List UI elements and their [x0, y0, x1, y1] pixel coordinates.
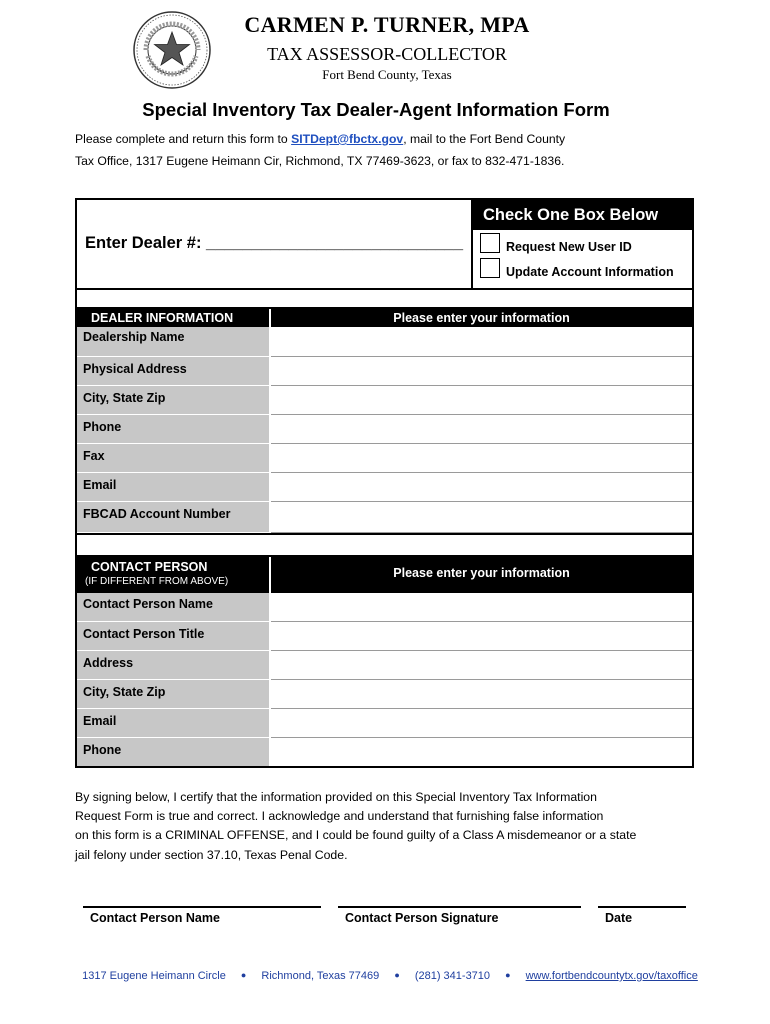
contact-person-title: CONTACT PERSON: [91, 560, 208, 574]
certification-line: jail felony under section 37.10, Texas Penal Code.: [75, 847, 348, 862]
form-box: [75, 198, 694, 768]
certification-line: By signing below, I certify that the information provided on this Special Inventory Tax Information: [75, 790, 597, 804]
checkbox-new-user[interactable]: [480, 233, 500, 253]
city-state-zip-field[interactable]: [271, 386, 692, 415]
certification-line: on this form is a CRIMINAL OFFENSE, and I could be found guilty of a Class A misdemeanor or a state: [75, 828, 637, 843]
fbcad-account-field[interactable]: [271, 502, 692, 533]
row-label-address: Address: [77, 651, 269, 680]
contact-name-label: Contact Person Name: [90, 911, 220, 925]
contact-name-signature-line[interactable]: [83, 906, 321, 908]
row-label-city-state-zip: City, State Zip: [77, 386, 269, 415]
physical-address-field[interactable]: [271, 357, 692, 386]
row-label-phone: Phone: [77, 415, 269, 444]
contact-person-header: [77, 557, 269, 593]
footer-address: 1317 Eugene Heimann Circle: [82, 970, 226, 982]
form-title: Special Inventory Tax Dealer-Agent Information Form: [142, 99, 610, 120]
checkbox-update-account-label: Update Account Information: [506, 265, 674, 279]
contact-name-field[interactable]: [271, 593, 692, 622]
contact-phone-field[interactable]: [271, 738, 692, 766]
intro-text: [75, 129, 715, 172]
row-label-contact-email: Email: [77, 709, 269, 738]
contact-person-right-header: Please enter your information: [271, 557, 692, 593]
check-box-header: Check One Box Below: [473, 200, 692, 230]
date-label: Date: [605, 911, 633, 925]
section-divider: [77, 288, 692, 290]
fax-field[interactable]: [271, 444, 692, 473]
row-label-contact-name: Contact Person Name: [77, 593, 269, 622]
checkbox-update-account[interactable]: [480, 258, 500, 278]
official-name: CARMEN P. TURNER, MPA: [244, 12, 530, 37]
row-label-fax: Fax: [77, 444, 269, 473]
office-title: TAX ASSESSOR-COLLECTOR: [267, 44, 507, 64]
section-divider: [77, 533, 692, 535]
row-label-contact-phone: Phone: [77, 738, 269, 766]
row-label-contact-city: City, State Zip: [77, 680, 269, 709]
dealership-name-field[interactable]: [271, 327, 692, 357]
certification-line: Request Form is true and correct. I acknowledge and understand that furnishing false information: [75, 809, 604, 824]
footer-website-link[interactable]: www.fortbendcountytx.gov/taxoffice: [525, 970, 698, 982]
date-line[interactable]: [598, 906, 686, 908]
footer-phone: (281) 341-3710: [414, 970, 491, 982]
checkbox-new-user-label: Request New User ID: [506, 240, 632, 254]
footer: [0, 970, 770, 982]
row-label-fbcad-account: FBCAD Account Number: [77, 502, 269, 533]
dealer-number-label: Enter Dealer #: ____________________________: [85, 234, 463, 252]
bullet-icon: ●: [240, 970, 247, 980]
email-field[interactable]: [271, 473, 692, 502]
contact-person-subtitle: (IF DIFFERENT FROM ABOVE): [85, 576, 229, 587]
phone-field[interactable]: [271, 415, 692, 444]
contact-address-field[interactable]: [271, 651, 692, 680]
row-label-contact-title: Contact Person Title: [77, 622, 269, 651]
footer-city: Richmond, Texas 77469: [261, 970, 380, 982]
contact-email-field[interactable]: [271, 709, 692, 738]
county-name: Fort Bend County, Texas: [322, 67, 452, 82]
row-label-dealership-name: Dealership Name: [77, 327, 269, 357]
signature-line[interactable]: [338, 906, 581, 908]
dealer-info-right-header: Please enter your information: [271, 309, 692, 327]
bullet-icon: ●: [505, 970, 511, 980]
email-link[interactable]: SITDept@fbctx.gov: [291, 132, 404, 146]
intro-suffix: , mail to the Fort Bend County: [403, 132, 566, 146]
county-seal-logo: [132, 10, 212, 90]
dealer-info-header: DEALER INFORMATION: [77, 309, 269, 327]
contact-city-field[interactable]: [271, 680, 692, 709]
contact-title-field[interactable]: [271, 622, 692, 651]
row-label-physical-address: Physical Address: [77, 357, 269, 386]
certification-text: [75, 788, 705, 865]
row-label-email: Email: [77, 473, 269, 502]
intro-line2: Tax Office, 1317 Eugene Heimann Cir, Richmond, TX 77469-3623, or fax to 832-471-1836.: [75, 153, 565, 168]
intro-prefix: Please complete and return this form to: [75, 132, 292, 146]
bullet-icon: ●: [394, 970, 400, 980]
signature-label: Contact Person Signature: [345, 911, 499, 925]
dealer-number-area[interactable]: [77, 200, 473, 288]
